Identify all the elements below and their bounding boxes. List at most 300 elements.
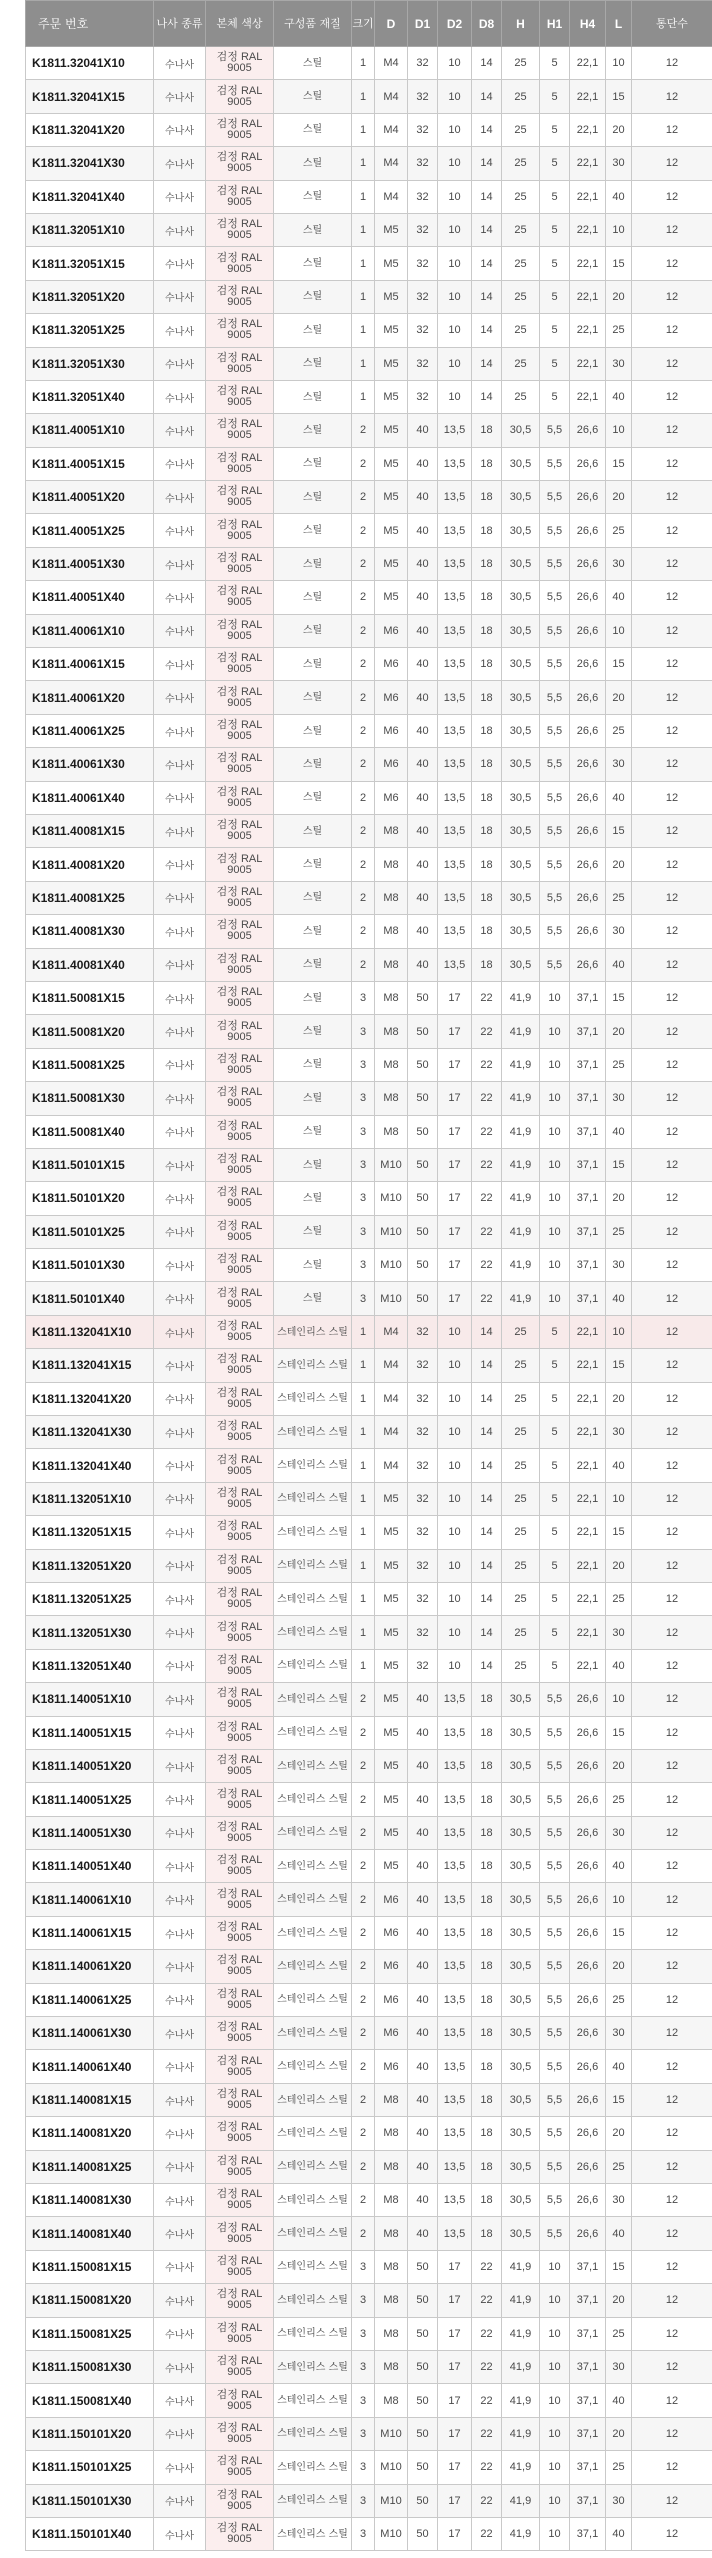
material-cell: 스테인리스 스틸 [274,2184,352,2217]
d8-cell: 18 [472,447,502,480]
d8-cell: 22 [472,2451,502,2484]
l-cell: 20 [606,1749,632,1782]
table-row [26,147,712,180]
material-cell: 스테인리스 스틸 [274,1449,352,1482]
body-color-line2: 9005 [227,963,252,976]
d1-cell: 40 [408,948,438,981]
h4-cell: 37,1 [570,2384,606,2417]
h-cell: 25 [502,280,540,313]
qty-cell: 12 [632,614,712,647]
h1-cell: 5,5 [540,2017,570,2050]
body-color-line1: 검정 RAL [216,585,263,598]
body-color-line2: 9005 [227,1331,252,1344]
d2-cell: 17 [438,2517,472,2550]
body-color-line2: 9005 [227,162,252,175]
d2-cell: 10 [438,180,472,213]
l-cell: 20 [606,848,632,881]
body-color-line2: 9005 [227,262,252,275]
qty-cell: 12 [632,981,712,1014]
h-cell: 30,5 [502,881,540,914]
size-cell: 2 [352,414,375,447]
size-cell: 3 [352,1082,375,1115]
qty-cell: 12 [632,213,712,246]
header-body-color: 본체 색상 [206,1,274,47]
size-cell: 1 [352,1616,375,1649]
body-color-line2: 9005 [227,1197,252,1210]
qty-cell: 12 [632,2017,712,2050]
order-number-cell: K1811.150081X15 [26,2250,154,2283]
h4-cell: 22,1 [570,1482,606,1515]
h-cell: 30,5 [502,648,540,681]
qty-cell: 12 [632,1315,712,1348]
body-color-line1: 검정 RAL [216,685,263,698]
d1-cell: 50 [408,1215,438,1248]
d1-cell: 32 [408,380,438,413]
body-color-cell [206,2317,274,2350]
qty-cell: 12 [632,1115,712,1148]
l-cell: 25 [606,1582,632,1615]
material-cell: 스틸 [274,714,352,747]
d2-cell: 13,5 [438,2050,472,2083]
body-color-cell [206,1683,274,1716]
d1-cell: 32 [408,213,438,246]
d-cell: M5 [375,581,408,614]
h1-cell: 5 [540,147,570,180]
h1-cell: 5,5 [540,1783,570,1816]
h4-cell: 37,1 [570,1015,606,1048]
table-row [26,1616,712,1649]
body-color-line1: 검정 RAL [216,819,263,832]
size-cell: 1 [352,113,375,146]
body-color-line1: 검정 RAL [216,117,263,130]
d-cell: M5 [375,447,408,480]
h-cell: 25 [502,113,540,146]
qty-cell: 12 [632,147,712,180]
l-cell: 20 [606,2284,632,2317]
d-cell: M5 [375,1649,408,1682]
table-row [26,1015,712,1048]
h-cell: 30,5 [502,581,540,614]
size-cell: 3 [352,981,375,1014]
thread-type-cell: 수나사 [154,347,206,380]
body-color-line2: 9005 [227,1230,252,1243]
l-cell: 30 [606,2484,632,2517]
l-cell: 40 [606,2384,632,2417]
size-cell: 2 [352,2217,375,2250]
d-cell: M8 [375,2317,408,2350]
body-color-line2: 9005 [227,2199,252,2212]
body-color-line2: 9005 [227,2533,252,2546]
d-cell: M5 [375,1749,408,1782]
table-row [26,2417,712,2450]
material-cell: 스틸 [274,648,352,681]
material-cell: 스틸 [274,881,352,914]
d2-cell: 13,5 [438,681,472,714]
body-color-line2: 9005 [227,496,252,509]
order-number-cell: K1811.150101X25 [26,2451,154,2484]
table-row [26,1115,712,1148]
material-cell: 스테인리스 스틸 [274,1416,352,1449]
h1-cell: 10 [540,1249,570,1282]
table-row [26,314,712,347]
thread-type-cell: 수나사 [154,213,206,246]
d-cell: M4 [375,1349,408,1382]
d-cell: M4 [375,1449,408,1482]
table-row [26,2517,712,2550]
size-cell: 2 [352,814,375,847]
d-cell: M5 [375,514,408,547]
table-row [26,915,712,948]
body-color-cell [206,681,274,714]
thread-type-cell: 수나사 [154,1816,206,1849]
d-cell: M10 [375,1282,408,1315]
thread-type-cell: 수나사 [154,1416,206,1449]
h1-cell: 5,5 [540,581,570,614]
d2-cell: 13,5 [438,2217,472,2250]
d2-cell: 10 [438,314,472,347]
size-cell: 3 [352,2451,375,2484]
body-color-line1: 검정 RAL [216,1987,263,2000]
size-cell: 3 [352,1148,375,1181]
d2-cell: 10 [438,280,472,313]
h4-cell: 26,6 [570,2083,606,2116]
h1-cell: 10 [540,2284,570,2317]
body-color-cell [206,280,274,313]
size-cell: 2 [352,1683,375,1716]
size-cell: 3 [352,1282,375,1315]
material-cell: 스테인리스 스틸 [274,2217,352,2250]
body-color-line1: 검정 RAL [216,1286,263,1299]
d2-cell: 10 [438,47,472,80]
thread-type-cell: 수나사 [154,1282,206,1315]
table-row [26,1315,712,1348]
h1-cell: 5 [540,1616,570,1649]
h4-cell: 26,6 [570,714,606,747]
header-l: L [606,1,632,47]
d2-cell: 10 [438,1549,472,1582]
header-material: 구성품 재질 [274,1,352,47]
d1-cell: 40 [408,714,438,747]
table-row [26,1215,712,1248]
l-cell: 40 [606,581,632,614]
d8-cell: 18 [472,2150,502,2183]
material-cell: 스틸 [274,1115,352,1148]
thread-type-cell: 수나사 [154,1215,206,1248]
d8-cell: 18 [472,581,502,614]
l-cell: 20 [606,2117,632,2150]
d8-cell: 22 [472,2284,502,2317]
body-color-cell [206,180,274,213]
size-cell: 2 [352,1883,375,1916]
size-cell: 1 [352,347,375,380]
size-cell: 2 [352,514,375,547]
body-color-cell [206,80,274,113]
body-color-line1: 검정 RAL [216,552,263,565]
body-color-cell [206,1816,274,1849]
h-cell: 30,5 [502,481,540,514]
order-number-cell: K1811.32041X30 [26,147,154,180]
thread-type-cell: 수나사 [154,2150,206,2183]
body-color-line2: 9005 [227,1364,252,1377]
qty-cell: 12 [632,1382,712,1415]
qty-cell: 12 [632,1416,712,1449]
d8-cell: 18 [472,2083,502,2116]
body-color-line2: 9005 [227,696,252,709]
d2-cell: 17 [438,2350,472,2383]
header-size: 크기 [352,1,375,47]
h4-cell: 22,1 [570,80,606,113]
d8-cell: 22 [472,1048,502,1081]
l-cell: 15 [606,2250,632,2283]
d1-cell: 50 [408,1282,438,1315]
h4-cell: 26,6 [570,481,606,514]
d8-cell: 22 [472,2517,502,2550]
h1-cell: 5,5 [540,915,570,948]
thread-type-cell: 수나사 [154,1783,206,1816]
d8-cell: 18 [472,814,502,847]
d-cell: M6 [375,1916,408,1949]
h-cell: 41,9 [502,2517,540,2550]
h4-cell: 26,6 [570,447,606,480]
d8-cell: 14 [472,347,502,380]
body-color-line2: 9005 [227,2099,252,2112]
body-color-line1: 검정 RAL [216,385,263,398]
l-cell: 15 [606,80,632,113]
h4-cell: 26,6 [570,948,606,981]
d1-cell: 50 [408,2250,438,2283]
h4-cell: 22,1 [570,1616,606,1649]
d2-cell: 13,5 [438,2150,472,2183]
d1-cell: 32 [408,1416,438,1449]
order-number-cell: K1811.150101X40 [26,2517,154,2550]
body-color-line2: 9005 [227,2132,252,2145]
d1-cell: 40 [408,881,438,914]
l-cell: 10 [606,47,632,80]
size-cell: 1 [352,180,375,213]
body-color-cell [206,1449,274,1482]
body-color-line1: 검정 RAL [216,1754,263,1767]
h1-cell: 5,5 [540,1716,570,1749]
material-cell: 스테인리스 스틸 [274,1516,352,1549]
thread-type-cell: 수나사 [154,2083,206,2116]
header-thread-type: 나사 종류 [154,1,206,47]
h1-cell: 5 [540,280,570,313]
h1-cell: 5 [540,1549,570,1582]
body-color-cell [206,147,274,180]
material-cell: 스틸 [274,781,352,814]
h-cell: 30,5 [502,2017,540,2050]
size-cell: 2 [352,714,375,747]
body-color-line1: 검정 RAL [216,2288,263,2301]
body-color-line1: 검정 RAL [216,84,263,97]
d8-cell: 22 [472,1015,502,1048]
h-cell: 25 [502,1582,540,1615]
h4-cell: 26,6 [570,681,606,714]
d2-cell: 10 [438,1616,472,1649]
order-number-cell: K1811.40081X40 [26,948,154,981]
qty-cell: 12 [632,514,712,547]
body-color-cell [206,347,274,380]
h-cell: 25 [502,1549,540,1582]
l-cell: 15 [606,247,632,280]
d-cell: M8 [375,981,408,1014]
body-color-line1: 검정 RAL [216,2488,263,2501]
body-color-line1: 검정 RAL [216,451,263,464]
table-row [26,1582,712,1615]
body-color-line2: 9005 [227,195,252,208]
material-cell: 스틸 [274,848,352,881]
body-color-line2: 9005 [227,1765,252,1778]
size-cell: 1 [352,47,375,80]
d2-cell: 17 [438,2451,472,2484]
l-cell: 20 [606,280,632,313]
size-cell: 3 [352,1182,375,1215]
d-cell: M6 [375,1983,408,2016]
h-cell: 41,9 [502,2417,540,2450]
d1-cell: 50 [408,1048,438,1081]
h4-cell: 26,6 [570,748,606,781]
l-cell: 40 [606,1449,632,1482]
d1-cell: 40 [408,1816,438,1849]
d1-cell: 40 [408,514,438,547]
body-color-line2: 9005 [227,629,252,642]
h4-cell: 37,1 [570,2284,606,2317]
thread-type-cell: 수나사 [154,1449,206,1482]
order-number-cell: K1811.40061X30 [26,748,154,781]
h4-cell: 26,6 [570,1816,606,1849]
d8-cell: 14 [472,1616,502,1649]
l-cell: 30 [606,2184,632,2217]
d-cell: M5 [375,414,408,447]
body-color-line2: 9005 [227,730,252,742]
size-cell: 3 [352,2250,375,2283]
d8-cell: 22 [472,1148,502,1181]
body-color-line1: 검정 RAL [216,2188,263,2201]
d1-cell: 40 [408,1749,438,1782]
h4-cell: 22,1 [570,1449,606,1482]
h1-cell: 5,5 [540,681,570,714]
d2-cell: 13,5 [438,2083,472,2116]
d2-cell: 10 [438,113,472,146]
d8-cell: 18 [472,547,502,580]
d2-cell: 17 [438,1115,472,1148]
order-number-cell: K1811.40081X25 [26,881,154,914]
body-color-cell [206,1716,274,1749]
size-cell: 2 [352,2150,375,2183]
l-cell: 30 [606,748,632,781]
d2-cell: 13,5 [438,648,472,681]
h1-cell: 10 [540,981,570,1014]
d8-cell: 18 [472,2184,502,2217]
body-color-cell [206,915,274,948]
table-row [26,1282,712,1315]
body-color-cell [206,1315,274,1348]
d1-cell: 32 [408,1482,438,1515]
d8-cell: 22 [472,1082,502,1115]
qty-cell: 12 [632,2217,712,2250]
h-cell: 25 [502,147,540,180]
table-row [26,748,712,781]
table-row [26,2050,712,2083]
h4-cell: 37,1 [570,1182,606,1215]
order-number-cell: K1811.132051X15 [26,1516,154,1549]
size-cell: 2 [352,881,375,914]
h-cell: 41,9 [502,1048,540,1081]
h1-cell: 5,5 [540,2117,570,2150]
h4-cell: 26,6 [570,1883,606,1916]
material-cell: 스틸 [274,447,352,480]
d-cell: M8 [375,948,408,981]
table-row [26,614,712,647]
body-color-cell [206,1549,274,1582]
h-cell: 30,5 [502,2083,540,2116]
material-cell: 스테인리스 스틸 [274,1850,352,1883]
h4-cell: 26,6 [570,2217,606,2250]
body-color-cell [206,848,274,881]
body-color-line2: 9005 [227,329,252,342]
h1-cell: 10 [540,2417,570,2450]
h1-cell: 5,5 [540,848,570,881]
d8-cell: 14 [472,247,502,280]
l-cell: 20 [606,681,632,714]
h-cell: 41,9 [502,1115,540,1148]
material-cell: 스테인리스 스틸 [274,1582,352,1615]
h4-cell: 26,6 [570,581,606,614]
h-cell: 25 [502,80,540,113]
qty-cell: 12 [632,1716,712,1749]
material-cell: 스테인리스 스틸 [274,2317,352,2350]
d-cell: M8 [375,2250,408,2283]
h4-cell: 26,6 [570,848,606,881]
l-cell: 30 [606,1249,632,1282]
table-row [26,1082,712,1115]
material-cell: 스틸 [274,1215,352,1248]
qty-cell: 12 [632,1649,712,1682]
body-color-line1: 검정 RAL [216,2221,263,2234]
order-number-cell: K1811.40051X40 [26,581,154,614]
body-color-cell [206,2117,274,2150]
d8-cell: 18 [472,1850,502,1883]
l-cell: 25 [606,2150,632,2183]
h1-cell: 10 [540,2350,570,2383]
table-row [26,113,712,146]
table-row [26,2451,712,2484]
thread-type-cell: 수나사 [154,481,206,514]
order-number-cell: K1811.132041X40 [26,1449,154,1482]
body-color-cell [206,547,274,580]
h1-cell: 5,5 [540,2150,570,2183]
d8-cell: 22 [472,1115,502,1148]
h1-cell: 5 [540,47,570,80]
qty-cell: 12 [632,247,712,280]
thread-type-cell: 수나사 [154,180,206,213]
order-number-cell: K1811.32041X15 [26,80,154,113]
body-color-cell [206,247,274,280]
order-number-cell: K1811.132051X10 [26,1482,154,1515]
body-color-line2: 9005 [227,1097,252,1110]
h4-cell: 37,1 [570,2484,606,2517]
d-cell: M8 [375,1015,408,1048]
l-cell: 20 [606,1549,632,1582]
body-color-cell [206,481,274,514]
d1-cell: 50 [408,2317,438,2350]
qty-cell: 12 [632,1616,712,1649]
table-row [26,447,712,480]
body-color-line2: 9005 [227,1932,252,1945]
d2-cell: 17 [438,1015,472,1048]
material-cell: 스틸 [274,1082,352,1115]
d1-cell: 40 [408,1683,438,1716]
